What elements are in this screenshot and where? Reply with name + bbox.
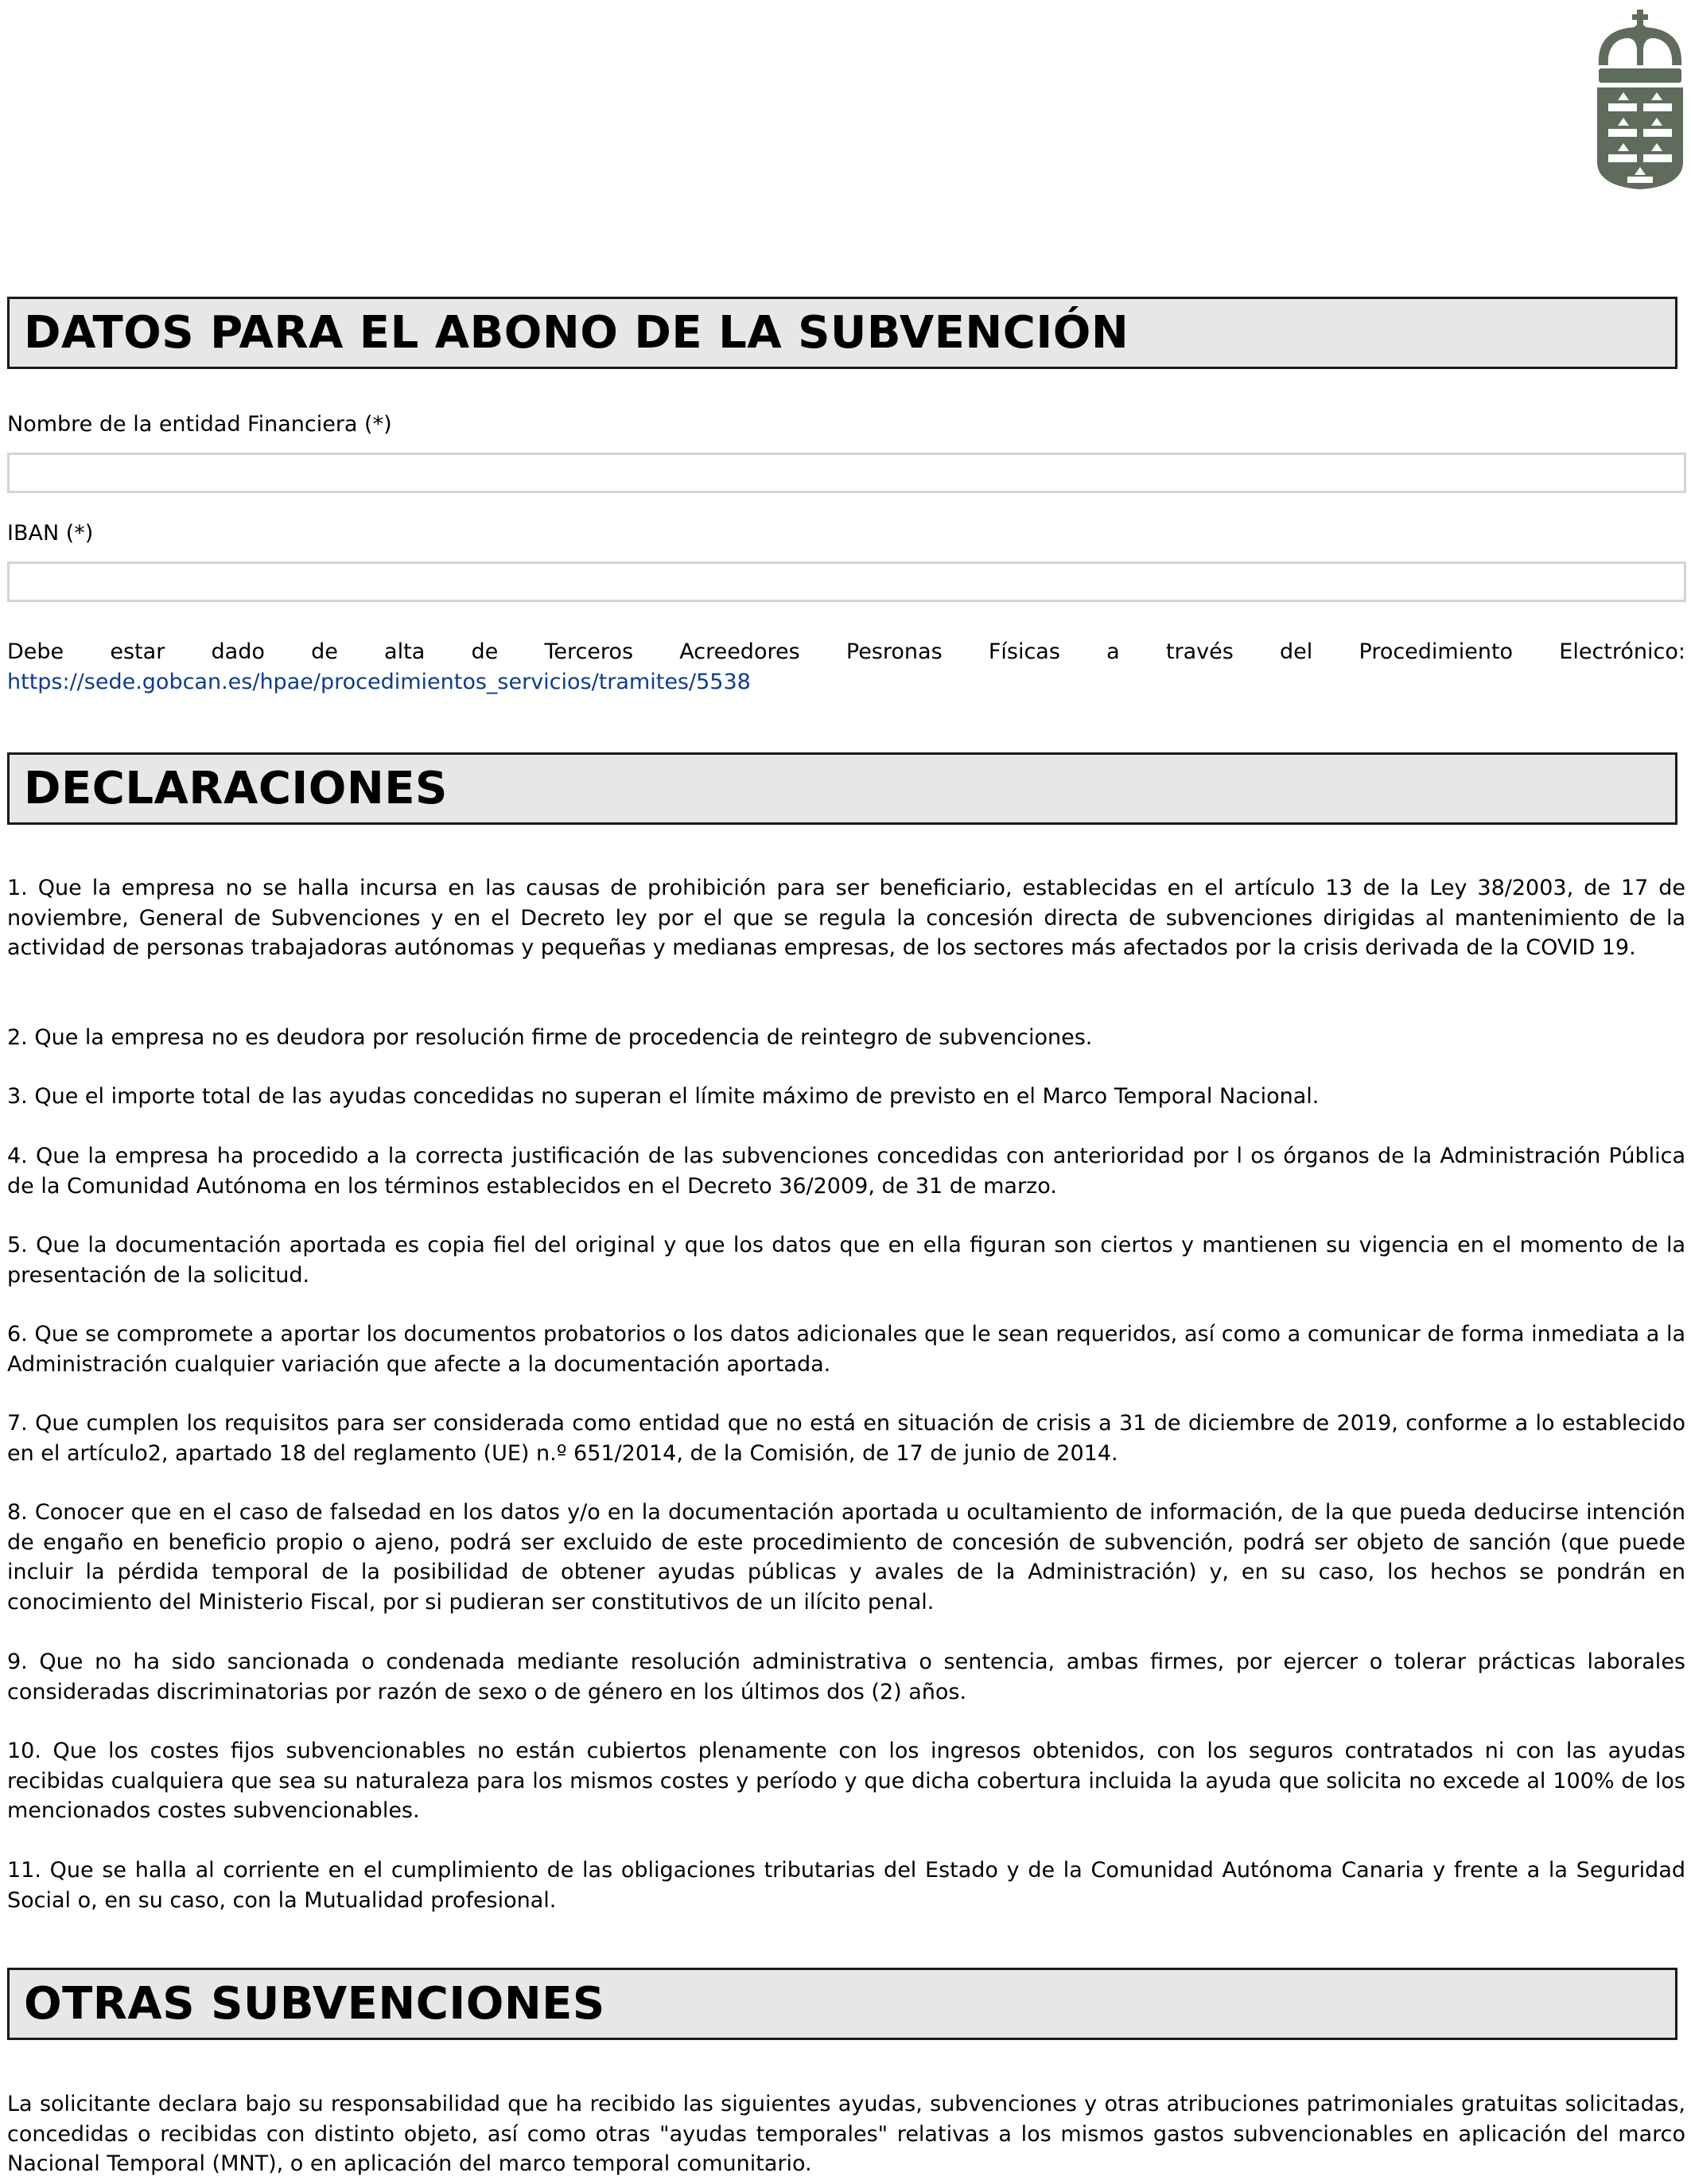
declaration-7: 7. Que cumplen los requisitos para ser considerada como entidad que no está en situación de crisis a 31 de diciembre de 2019, conforme a lo establecido en el artículo2, apartado 18 del reglamento (UE) n.º 651/2014, de la Comisión, de 17 de junio de 2014. bbox=[7, 1411, 1685, 1466]
bank-name-label: Nombre de la entidad Financiera (*) bbox=[7, 412, 392, 437]
otras-subvenciones-text: La solicitante declara bajo su responsabilidad que ha recibido las siguientes ayudas, subvenciones y otras atribuciones patrimoniales gratuitas solicitadas, concedidas o recibidas con distinto objeto, así como otras "ayudas temporales" relativas a los mismos gastos subvencionables en aplicación del marco Nacional Temporal (MNT), o en aplicación del marco temporal comunitario. bbox=[7, 2092, 1685, 2176]
registration-note-text: Debe estar dado de alta de Terceros Acreedores Pesronas Físicas a través del Procedimiento Electrónico: bbox=[7, 639, 1685, 664]
declaration-11: 11. Que se halla al corriente en el cumplimiento de las obligaciones tributarias del Estado y de la Comunidad Autónoma Canaria y frente a la Seguridad Social o, en su caso, con la Mutualidad profesional. bbox=[7, 1858, 1685, 1913]
section-title-declaraciones: DECLARACIONES bbox=[24, 763, 448, 814]
section-header-abono bbox=[7, 297, 1677, 369]
declaration-8: 8. Conocer que en el caso de falsedad en los datos y/o en la documentación aportada u ocultamiento de información, de la que pueda deducirse intención de engaño en beneficio propio o ajeno, podrá ser excluido de este procedimiento de concesión de subvención, podrá ser objeto de sanción (que puede incluir la pérdida temporal de la posibilidad de obtener ayudas públicas y avales de la Administración) y, en su caso, los hechos se pondrán en conocimiento del Ministerio Fiscal, por si pudieran ser constitutivos de un ilícito penal. bbox=[7, 1500, 1685, 1615]
iban-label: IBAN (*) bbox=[7, 521, 94, 546]
section-title-abono: DATOS PARA EL ABONO DE LA SUBVENCIÓN bbox=[24, 307, 1129, 359]
declaration-1: 1. Que la empresa no se halla incursa en las causas de prohibición para ser beneficiario, establecidas en el artículo 13 de la Ley 38/2003, de 17 de noviembre, General de Subvenciones y en el Decreto ley por el que se regula la concesión directa de subvenciones dirigidas al mantenimiento de la actividad de personas trabajadoras autónomas y pequeñas y medianas empresas, de los sectores más afectados por la crisis derivada de la COVID 19. bbox=[7, 876, 1685, 960]
registration-note bbox=[7, 637, 1685, 697]
declaration-4: 4. Que la empresa ha procedido a la correcta justificación de las subvenciones concedidas con anterioridad por l os órganos de la Administración Pública de la Comunidad Autónoma en los términos establecidos en el Decreto 36/2009, de 31 de marzo. bbox=[7, 1144, 1685, 1199]
section-header-declaraciones bbox=[7, 752, 1677, 825]
coat-of-arms-icon bbox=[1591, 6, 1689, 191]
section-title-otras: OTRAS SUBVENCIONES bbox=[24, 1978, 605, 2030]
declaration-10: 10. Que los costes fijos subvencionables no están cubiertos plenamente con los ingresos obtenidos, con los seguros contratados ni con las ayudas recibidas cualquiera que sea su naturaleza para los mismos costes y período y que dicha cobertura incluida la ayuda que solicita no excede al 100% de los mencionados costes subvencionables. bbox=[7, 1739, 1685, 1823]
bank-name-input[interactable] bbox=[7, 453, 1686, 493]
declaration-9: 9. Que no ha sido sancionada o condenada mediante resolución administrativa o sentencia, ambas firmes, por ejercer o tolerar prácticas laborales consideradas discriminatorias por razón de sexo o de género en los últimos dos (2) años. bbox=[7, 1650, 1685, 1704]
declaration-5: 5. Que la documentación aportada es copia fiel del original y que los datos que en ella figuran son ciertos y mantienen su vigencia en el momento de la presentación de la solicitud. bbox=[7, 1233, 1685, 1288]
procedure-link[interactable]: https://sede.gobcan.es/hpae/procedimientos_servicios/tramites/5538 bbox=[7, 669, 751, 694]
iban-input[interactable] bbox=[7, 562, 1686, 602]
section-header-otras bbox=[7, 1968, 1677, 2040]
declaration-2: 2. Que la empresa no es deudora por resolución firme de procedencia de reintegro de subvenciones. bbox=[7, 1025, 1093, 1050]
declaration-3: 3. Que el importe total de las ayudas concedidas no superan el límite máximo de previsto en el Marco Temporal Nacional. bbox=[7, 1084, 1320, 1109]
declaration-6: 6. Que se compromete a aportar los documentos probatorios o los datos adicionales que le sean requeridos, así como a comunicar de forma inmediata a la Administración cualquier variación que afecte a la documentación aportada. bbox=[7, 1322, 1685, 1377]
